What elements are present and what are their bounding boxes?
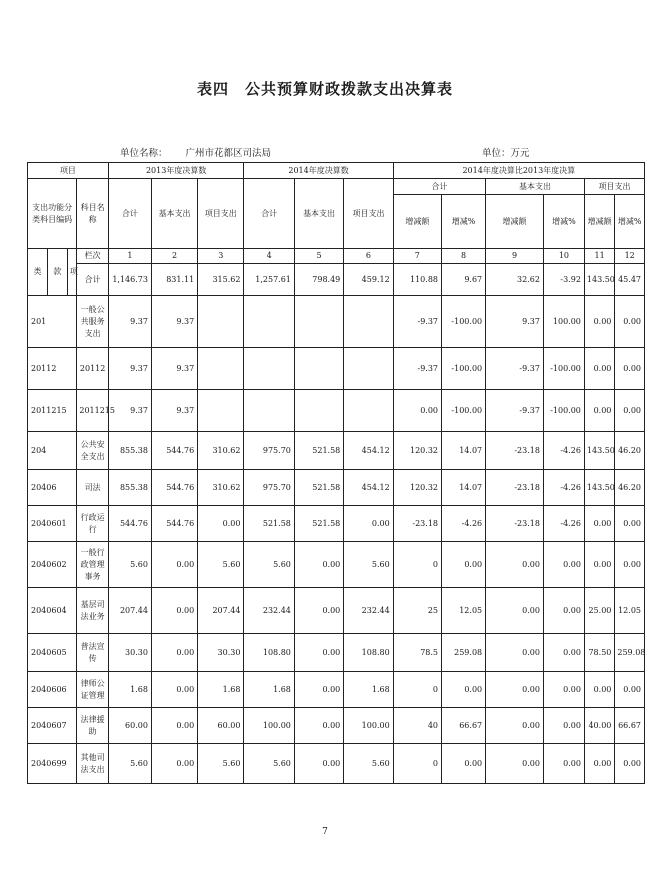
row-subject-name: 公共安全支出 — [77, 432, 109, 470]
page-title: 表四 公共预算财政拨款支出决算表 — [196, 80, 453, 98]
row-code: 2040607 — [28, 708, 77, 744]
row-value: -100.00 — [543, 348, 584, 390]
header-row-2 — [28, 179, 645, 195]
table-row — [28, 672, 645, 708]
row-value: -4.26 — [442, 506, 486, 542]
row-value — [198, 348, 244, 390]
header-inc-amount-1: 增减额 — [393, 195, 441, 249]
row-value — [344, 348, 393, 390]
row-value: 5.60 — [108, 542, 151, 588]
row-value: 0.00 — [486, 542, 544, 588]
unit-name-line — [120, 145, 271, 159]
row-value: 0.00 — [151, 634, 197, 672]
row-value: 40.00 — [584, 708, 614, 744]
header-compare-total: 合计 — [393, 179, 485, 195]
row-value: 232.44 — [344, 588, 393, 634]
row-value: -100.00 — [442, 348, 486, 390]
row-value: -100.00 — [543, 390, 584, 432]
column-number: 11 — [584, 249, 614, 264]
table-row — [28, 348, 645, 390]
header-inc-pct-2: 增减% — [543, 195, 584, 249]
row-value: 40 — [393, 708, 441, 744]
row-code: 2040601 — [28, 506, 77, 542]
row-value: 0.00 — [486, 634, 544, 672]
row-value: -23.18 — [486, 432, 544, 470]
row-value: 0.00 — [584, 672, 614, 708]
row-value: 310.62 — [198, 470, 244, 506]
row-value: 0.00 — [584, 744, 614, 784]
header-item: 项目 — [28, 163, 109, 179]
row-value — [198, 390, 244, 432]
row-subject-name: 20112 — [77, 348, 109, 390]
row-value: 0.00 — [584, 506, 614, 542]
table-row — [28, 432, 645, 470]
row-value: 100.00 — [344, 708, 393, 744]
row-value: 25.00 — [584, 588, 614, 634]
row-value: -100.00 — [442, 390, 486, 432]
row-value: 60.00 — [198, 708, 244, 744]
row-value: 0.00 — [543, 634, 584, 672]
row-value: 544.76 — [151, 506, 197, 542]
row-value: 232.44 — [244, 588, 294, 634]
row-value: 120.32 — [393, 432, 441, 470]
table-row — [28, 744, 645, 784]
row-value: 0.00 — [584, 542, 614, 588]
header-compare: 2014年度决算比2013年度决算 — [393, 163, 644, 179]
row-value: 143.50 — [584, 432, 614, 470]
column-number: 3 — [198, 249, 244, 264]
header-inc-amount-2: 增减额 — [486, 195, 544, 249]
column-number-row — [28, 249, 645, 264]
total-label: 合计 — [77, 264, 109, 296]
row-value: 0 — [393, 744, 441, 784]
row-code: 2040602 — [28, 542, 77, 588]
row-subject-name: 法律援助 — [77, 708, 109, 744]
row-value: 0.00 — [151, 542, 197, 588]
row-code: 2040605 — [28, 634, 77, 672]
header-xiang: 项 — [67, 249, 76, 296]
row-value: 12.05 — [615, 588, 645, 634]
column-number: 2 — [151, 249, 197, 264]
row-value — [294, 390, 343, 432]
header-2014-total: 合计 — [244, 179, 294, 249]
row-value: 521.58 — [294, 432, 343, 470]
row-value: -4.26 — [543, 432, 584, 470]
row-value: 9.37 — [151, 296, 197, 348]
row-value: 855.38 — [108, 470, 151, 506]
table-row — [28, 296, 645, 348]
row-value: -4.26 — [543, 506, 584, 542]
total-row — [28, 264, 645, 296]
row-value: 66.67 — [615, 708, 645, 744]
table-row — [28, 634, 645, 672]
row-value: 0.00 — [615, 542, 645, 588]
row-value: 0.00 — [442, 542, 486, 588]
row-value: 0 — [393, 542, 441, 588]
row-value: 78.50 — [584, 634, 614, 672]
row-subject-name: 普法宣传 — [77, 634, 109, 672]
unit-name-value: 广州市花都区司法局 — [185, 148, 272, 159]
row-value — [344, 296, 393, 348]
row-value: 310.62 — [198, 432, 244, 470]
header-inc-amount-3: 增减额 — [584, 195, 614, 249]
header-2013-project: 项目支出 — [198, 179, 244, 249]
header-inc-pct-3: 增减% — [615, 195, 645, 249]
row-value: 0.00 — [543, 708, 584, 744]
column-number: 6 — [344, 249, 393, 264]
header-subject-name: 科目名称 — [77, 179, 109, 249]
total-value: 9.67 — [442, 264, 486, 296]
row-value: 0.00 — [151, 588, 197, 634]
total-value: 32.62 — [486, 264, 544, 296]
row-subject-name: 行政运行 — [77, 506, 109, 542]
row-value: 9.37 — [108, 348, 151, 390]
row-value: 5.60 — [344, 744, 393, 784]
row-value: 5.60 — [198, 542, 244, 588]
row-value: 0.00 — [151, 708, 197, 744]
row-value — [344, 390, 393, 432]
table-row — [28, 506, 645, 542]
row-value: 9.37 — [108, 296, 151, 348]
row-value: 0.00 — [543, 744, 584, 784]
row-value: -23.18 — [486, 506, 544, 542]
row-value: 5.60 — [108, 744, 151, 784]
row-value: 544.76 — [151, 432, 197, 470]
row-value: 0.00 — [615, 390, 645, 432]
row-value: 60.00 — [108, 708, 151, 744]
column-number-label: 栏次 — [77, 249, 109, 264]
row-value: -9.37 — [393, 296, 441, 348]
row-value: -9.37 — [393, 348, 441, 390]
table-row — [28, 708, 645, 744]
header-lei: 类 — [28, 249, 48, 296]
row-subject-name: 基层司法业务 — [77, 588, 109, 634]
row-value: 66.67 — [442, 708, 486, 744]
row-code: 20406 — [28, 470, 77, 506]
header-inc-pct-1: 增减% — [442, 195, 486, 249]
budget-table — [27, 162, 645, 784]
row-subject-name: 律师公证管理 — [77, 672, 109, 708]
header-compare-project: 项目支出 — [584, 179, 644, 195]
column-number: 4 — [244, 249, 294, 264]
row-value: 0.00 — [615, 506, 645, 542]
row-value: 25 — [393, 588, 441, 634]
row-value: 0.00 — [294, 588, 343, 634]
row-value: 0.00 — [198, 506, 244, 542]
row-subject-name: 一般公共服务支出 — [77, 296, 109, 348]
row-value: 100.00 — [244, 708, 294, 744]
header-compare-basic: 基本支出 — [486, 179, 585, 195]
header-2013-basic: 基本支出 — [151, 179, 197, 249]
row-value: 0.00 — [151, 744, 197, 784]
header-row-1 — [28, 163, 645, 179]
row-value: -23.18 — [486, 470, 544, 506]
column-number: 5 — [294, 249, 343, 264]
row-value: -9.37 — [486, 390, 544, 432]
header-2013: 2013年度决算数 — [108, 163, 244, 179]
row-value: 454.12 — [344, 432, 393, 470]
row-value: 0.00 — [294, 744, 343, 784]
row-code: 201 — [28, 296, 77, 348]
column-number: 7 — [393, 249, 441, 264]
row-value: 108.80 — [244, 634, 294, 672]
row-value: 0.00 — [615, 744, 645, 784]
row-subject-name: 司法 — [77, 470, 109, 506]
column-number: 10 — [543, 249, 584, 264]
row-value: 143.50 — [584, 470, 614, 506]
row-value: 0.00 — [543, 588, 584, 634]
total-value: 1,146.73 — [108, 264, 151, 296]
row-subject-name: 其他司法支出 — [77, 744, 109, 784]
total-value: 831.11 — [151, 264, 197, 296]
row-value: 0.00 — [486, 588, 544, 634]
row-value: 14.07 — [442, 432, 486, 470]
row-code: 2011215 — [28, 390, 77, 432]
row-value: 0.00 — [543, 672, 584, 708]
row-value: 975.70 — [244, 432, 294, 470]
row-value: 0.00 — [294, 672, 343, 708]
row-value: 207.44 — [198, 588, 244, 634]
row-value — [244, 296, 294, 348]
header-kuan: 款 — [47, 249, 67, 296]
row-value: 14.07 — [442, 470, 486, 506]
row-code: 2040699 — [28, 744, 77, 784]
total-value: 315.62 — [198, 264, 244, 296]
row-value: 78.5 — [393, 634, 441, 672]
row-value: 5.60 — [344, 542, 393, 588]
table-row — [28, 542, 645, 588]
table-row — [28, 390, 645, 432]
unit-name-label: 单位名称： — [120, 148, 168, 159]
row-value: 0.00 — [294, 542, 343, 588]
header-2014: 2014年度决算数 — [244, 163, 393, 179]
row-value — [294, 348, 343, 390]
total-value: 1,257.61 — [244, 264, 294, 296]
row-value: 108.80 — [344, 634, 393, 672]
row-value: 12.05 — [442, 588, 486, 634]
total-value: 798.49 — [294, 264, 343, 296]
row-value: 0.00 — [486, 672, 544, 708]
row-subject-name: 一般行政管理事务 — [77, 542, 109, 588]
column-number: 1 — [108, 249, 151, 264]
row-value: 1.68 — [344, 672, 393, 708]
row-value: 0.00 — [584, 390, 614, 432]
row-value: 5.60 — [198, 744, 244, 784]
row-value: 0.00 — [486, 744, 544, 784]
row-value: 521.58 — [294, 506, 343, 542]
table-row — [28, 470, 645, 506]
row-value: 0.00 — [584, 296, 614, 348]
row-value — [244, 348, 294, 390]
row-value: 5.60 — [244, 744, 294, 784]
row-value: 1.68 — [244, 672, 294, 708]
header-2013-total: 合计 — [108, 179, 151, 249]
row-code: 204 — [28, 432, 77, 470]
row-value: 30.30 — [108, 634, 151, 672]
header-2014-basic: 基本支出 — [294, 179, 343, 249]
page-number: 7 — [322, 827, 328, 837]
row-value: 0.00 — [294, 708, 343, 744]
row-value: 259.08 — [442, 634, 486, 672]
table-row — [28, 588, 645, 634]
row-value: 9.37 — [151, 390, 197, 432]
total-value: 459.12 — [344, 264, 393, 296]
row-value: 100.00 — [543, 296, 584, 348]
currency-unit: 单位：万元 — [482, 148, 530, 159]
row-value: 975.70 — [244, 470, 294, 506]
row-value: 855.38 — [108, 432, 151, 470]
row-value: 120.32 — [393, 470, 441, 506]
total-value: 143.50 — [584, 264, 614, 296]
row-value — [294, 296, 343, 348]
row-value: 9.37 — [486, 296, 544, 348]
row-value: 9.37 — [108, 390, 151, 432]
header-class-code: 支出功能分类科目编码 — [28, 179, 77, 249]
row-value: -100.00 — [442, 296, 486, 348]
row-value: 0.00 — [543, 542, 584, 588]
row-value: 30.30 — [198, 634, 244, 672]
row-value: 46.20 — [615, 432, 645, 470]
row-subject-name: 2011215 — [77, 390, 109, 432]
row-value: 9.37 — [151, 348, 197, 390]
row-value: -23.18 — [393, 506, 441, 542]
row-value: 521.58 — [294, 470, 343, 506]
total-value: -3.92 — [543, 264, 584, 296]
row-value: 46.20 — [615, 470, 645, 506]
row-value: -4.26 — [543, 470, 584, 506]
row-value: 521.58 — [244, 506, 294, 542]
row-value: 454.12 — [344, 470, 393, 506]
column-number: 8 — [442, 249, 486, 264]
row-value: 0.00 — [151, 672, 197, 708]
row-value: 0.00 — [344, 506, 393, 542]
row-value: 207.44 — [108, 588, 151, 634]
row-value: 5.60 — [244, 542, 294, 588]
row-value: 0.00 — [393, 390, 441, 432]
row-value: 544.76 — [108, 506, 151, 542]
row-value: 1.68 — [108, 672, 151, 708]
row-value: 0.00 — [442, 744, 486, 784]
row-value: 1.68 — [198, 672, 244, 708]
row-value: 0.00 — [615, 348, 645, 390]
row-value — [244, 390, 294, 432]
row-code: 20112 — [28, 348, 77, 390]
column-number: 9 — [486, 249, 544, 264]
row-value: 0.00 — [486, 708, 544, 744]
row-value — [198, 296, 244, 348]
total-value: 110.88 — [393, 264, 441, 296]
header-2014-project: 项目支出 — [344, 179, 393, 249]
row-value: 0.00 — [615, 296, 645, 348]
row-code: 2040606 — [28, 672, 77, 708]
column-number: 12 — [615, 249, 645, 264]
row-value: -9.37 — [486, 348, 544, 390]
row-value: 0.00 — [442, 672, 486, 708]
total-value: 45.47 — [615, 264, 645, 296]
row-value: 259.08 — [615, 634, 645, 672]
row-code: 2040604 — [28, 588, 77, 634]
row-value: 0.00 — [294, 634, 343, 672]
row-value: 0 — [393, 672, 441, 708]
row-value: 544.76 — [151, 470, 197, 506]
row-value: 0.00 — [615, 672, 645, 708]
row-value: 0.00 — [584, 348, 614, 390]
